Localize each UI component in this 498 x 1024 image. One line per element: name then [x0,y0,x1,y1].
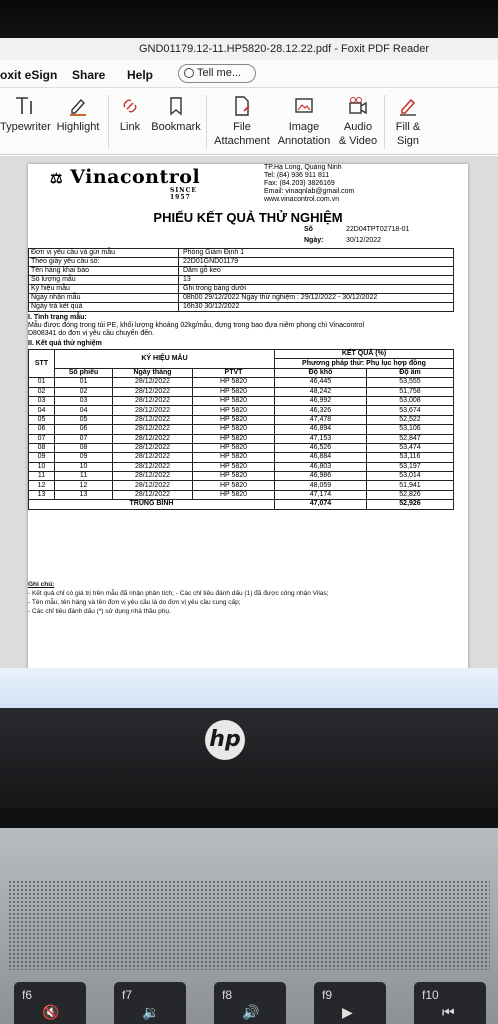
table-cell: 51,758 [367,387,454,396]
table-cell: HP 5820 [193,490,275,499]
col-dokho: Độ khô [275,368,367,377]
info-value: 13 [179,276,454,285]
results-heading: II. Kết quả thử nghiệm [28,340,102,347]
info-row [29,249,454,258]
file-attachment-label-1: File [233,121,251,133]
info-value: Phòng Giám Định 1 [179,249,454,258]
fill-sign-button[interactable] [388,89,428,155]
table-row [29,453,454,462]
table-cell: 53,474 [367,443,454,452]
table-cell: HP 5820 [193,481,275,490]
info-row [29,303,454,312]
info-label: Số lượng mẫu [29,276,179,285]
table-cell: 52,847 [367,434,454,443]
table-cell: HP 5820 [193,378,275,387]
company-since: SINCE 1957 [170,187,197,201]
table-cell: 53,106 [367,425,454,434]
image-annotation-label-2: Annotation [277,135,331,147]
table-cell: 11 [55,472,113,481]
note-2: - Tên mẫu, tên hàng và tên đơn vị yêu cầu là do đơn vị yêu cầu cung cấp; [28,599,241,606]
table-cell: 13 [29,490,55,499]
tel-line: Tel: (84) 936 911 811 [264,172,330,179]
info-row [29,294,454,303]
results-table [28,349,454,510]
table-cell: 09 [29,453,55,462]
table-cell: 02 [55,387,113,396]
info-row [29,258,454,267]
report-number-label: Số [304,226,313,233]
table-cell: 48,059 [275,481,367,490]
table-cell: 51,941 [367,481,454,490]
col-method: Phương pháp thử: Phụ lục hợp đồng [275,359,454,368]
taskbar [0,668,498,708]
table-cell: 02 [29,387,55,396]
notes-title: Ghi chú: [28,581,55,588]
table-cell: 47,174 [275,490,367,499]
speaker-mute-icon: 🔇 [42,1004,60,1020]
table-cell: 06 [29,425,55,434]
table-cell: HP 5820 [193,396,275,405]
key-f10-label: f10 [422,988,439,1002]
menu-help[interactable]: Help [127,68,154,82]
average-doam: 52,926 [367,500,454,509]
typewriter-label: Typewriter [0,121,51,133]
table-cell: 52,826 [367,490,454,499]
table-cell: 46,526 [275,443,367,452]
table-cell: 28/12/2022 [113,387,193,396]
col-stt: STT [29,350,55,378]
table-row [29,462,454,471]
table-cell: HP 5820 [193,387,275,396]
table-cell: 13 [55,490,113,499]
info-value: 22D01GND01179 [179,258,454,267]
key-f6[interactable] [14,982,86,1024]
table-cell: 11 [29,472,55,481]
speaker-grille [8,880,490,970]
table-cell: 28/12/2022 [113,462,193,471]
table-cell: 53,674 [367,406,454,415]
table-row [29,443,454,452]
info-label: Ngày nhận mẫu [29,294,179,303]
table-row [29,387,454,396]
report-number: 22D04TPT02718-01 [346,226,410,233]
table-cell: 28/12/2022 [113,396,193,405]
table-cell: 28/12/2022 [113,481,193,490]
bookmark-label: Bookmark [151,121,201,133]
table-row [29,425,454,434]
info-value: 16h30 30/12/2022 [179,303,454,312]
table-row [29,396,454,405]
email-line: Email: vinaqnlab@gmail.com [264,188,355,195]
table-cell: 28/12/2022 [113,472,193,481]
table-cell: 10 [29,462,55,471]
info-value: Dăm gỗ keo [179,267,454,276]
table-cell: 28/12/2022 [113,490,193,499]
table-cell: 01 [29,378,55,387]
table-cell: HP 5820 [193,415,275,424]
col-ketqua: KẾT QUẢ (%) [275,350,454,359]
info-value: 08h00 29/12/2022 Ngày thử nghiệm : 29/12/2022 - 30/12/2022 [179,294,454,303]
table-cell: 05 [29,415,55,424]
table-cell: 03 [29,396,55,405]
file-attachment-label-2: Attachment [214,135,270,147]
note-3: - Các chỉ tiêu đánh dấu (*) sử dụng nhà thầu phụ. [28,608,171,615]
audio-video-icon [347,95,369,117]
table-cell: 08 [29,443,55,452]
table-row [29,406,454,415]
table-cell: 12 [29,481,55,490]
audio-video-button[interactable] [336,89,380,155]
table-cell: 10 [55,462,113,471]
file-attachment-icon [231,95,253,117]
table-cell: HP 5820 [193,425,275,434]
table-cell: HP 5820 [193,434,275,443]
prev-track-icon: ⏮ [442,1004,455,1020]
link-icon [119,95,141,117]
info-row [29,267,454,276]
fill-sign-icon [397,95,419,117]
audio-video-label-1: Audio [343,121,373,133]
sample-state-line-1: Mẫu được đóng trong túi PE, khối lượng khoảng 02kg/mẫu, đựng trong bao đựa niêm phong chì Vinacontrol [28,322,365,329]
pdf-page [28,164,468,684]
table-cell: 07 [29,434,55,443]
laptop-hinge [0,808,498,828]
window-title-bar [0,38,498,60]
table-cell: 06 [55,425,113,434]
table-cell: 03 [55,396,113,405]
company-name: Vinacontrol [70,166,201,188]
table-cell: 46,894 [275,425,367,434]
highlight-icon [67,95,89,117]
screen [0,38,498,708]
volume-down-icon: 🔉 [142,1004,160,1020]
table-cell: 46,445 [275,378,367,387]
menu-bar [0,60,498,88]
report-date-label: Ngày: [304,237,324,244]
key-f8-label: f8 [222,988,233,1002]
image-annotation-icon [293,95,315,117]
key-f9-label: f9 [322,988,333,1002]
note-1: - Kết quả chỉ có giá trị trên mẫu đã nhận phân tích; - Các chỉ tiêu đánh dấu (1) đã được công nhận Vilas; [28,590,329,597]
file-attachment-button[interactable] [212,89,272,155]
table-row [29,472,454,481]
table-cell: 07 [55,434,113,443]
table-cell: 28/12/2022 [113,425,193,434]
table-cell: HP 5820 [193,406,275,415]
table-cell: 46,884 [275,453,367,462]
info-value: Ghi trong bảng dưới [179,285,454,294]
table-cell: 01 [55,378,113,387]
fill-sign-label-1: Fill & [395,121,421,133]
vinacontrol-logo-icon: ⚖ [50,171,64,187]
table-cell: 47,478 [275,415,367,424]
sample-info-table [28,248,454,312]
table-cell: 09 [55,453,113,462]
table-cell: 48,242 [275,387,367,396]
table-cell: 46,803 [275,462,367,471]
table-cell: 53,116 [367,453,454,462]
sample-state-heading: I. Tình trạng mẫu: [28,314,87,321]
key-f6-label: f6 [22,988,33,1002]
highlight-label: Highlight [56,121,100,133]
table-cell: HP 5820 [193,443,275,452]
info-label: Ngày trả kết quả [29,303,179,312]
table-row [29,415,454,424]
table-cell: 46,326 [275,406,367,415]
ribbon-divider [108,95,109,149]
average-dokho: 47,074 [275,500,367,509]
typewriter-button[interactable] [0,89,51,155]
col-kyhieu: KÝ HIỆU MẪU [55,350,275,369]
table-cell: HP 5820 [193,462,275,471]
tell-me-label: Tell me... [197,67,242,79]
screen-bezel-top [0,0,498,38]
play-icon: ▶ [342,1004,353,1020]
fax-line: Fax: (84.203) 3826169 [264,180,335,187]
info-label: Ký hiệu mẫu [29,285,179,294]
bookmark-icon [165,95,187,117]
key-f7[interactable] [114,982,186,1024]
table-cell: 28/12/2022 [113,406,193,415]
report-date: 30/12/2022 [346,237,382,244]
table-cell: 53,555 [367,378,454,387]
info-row [29,285,454,294]
tell-me-search[interactable] [178,64,256,83]
col-sophieu: Số phiếu [55,368,113,377]
key-f8[interactable] [214,982,286,1024]
info-row [29,276,454,285]
table-cell: 46,986 [275,472,367,481]
table-cell: 53,014 [367,472,454,481]
key-f10[interactable] [414,982,486,1024]
report-title: PHIẾU KẾT QUẢ THỬ NGHIỆM [153,210,343,225]
address-line: TP.Hạ Long, Quảng Ninh [264,164,342,171]
table-cell: HP 5820 [193,472,275,481]
lightbulb-icon [184,68,194,78]
table-row [29,378,454,387]
col-doam: Độ ẩm [367,368,454,377]
table-cell: 04 [55,406,113,415]
average-label: TRUNG BÌNH [29,500,275,509]
col-ptvt: PTVT [193,368,275,377]
image-annotation-label-1: Image [288,121,320,133]
table-cell: 53,197 [367,462,454,471]
info-label: Đơn vị yêu cầu và gửi mẫu [29,249,179,258]
window-title: GND01179.12-11.HP5820-28.12.22.pdf - Foxit PDF Reader [138,43,430,55]
table-cell: 28/12/2022 [113,415,193,424]
table-cell: 46,992 [275,396,367,405]
table-cell: 53,008 [367,396,454,405]
table-cell: 05 [55,415,113,424]
average-row [29,500,454,509]
screen-bezel-bottom [0,708,498,808]
image-annotation-button[interactable] [276,89,332,155]
bookmark-button[interactable] [150,89,202,155]
table-cell: 52,522 [367,415,454,424]
table-cell: 47,153 [275,434,367,443]
fill-sign-label-2: Sign [396,135,420,147]
table-cell: 08 [55,443,113,452]
sample-state-line-2: D808341 do đơn vị yêu cầu chuyển đến. [28,330,155,337]
table-cell: 28/12/2022 [113,434,193,443]
menu-esign[interactable]: oxit eSign [0,68,58,82]
audio-video-label-2: & Video [338,135,378,147]
ribbon-toolbar [0,89,498,155]
volume-up-icon: 🔊 [242,1004,260,1020]
table-row [29,490,454,499]
info-label: Tên hàng khai báo [29,267,179,276]
table-cell: 04 [29,406,55,415]
info-label: Theo giấy yêu cầu số: [29,258,179,267]
highlight-button[interactable] [54,89,102,155]
typewriter-icon [13,95,35,117]
website-line: www.vinacontrol.com.vn [264,196,340,203]
company-logo [50,166,201,201]
hp-logo: hp [205,720,245,760]
col-ngaythang: Ngày tháng [113,368,193,377]
key-f7-label: f7 [122,988,133,1002]
ribbon-divider [384,95,385,149]
table-cell: 28/12/2022 [113,378,193,387]
link-button[interactable] [114,89,146,155]
key-f9[interactable] [314,982,386,1024]
menu-share[interactable]: Share [72,68,106,82]
table-cell: HP 5820 [193,453,275,462]
link-label: Link [119,121,141,133]
table-cell: 12 [55,481,113,490]
ribbon-divider [206,95,207,149]
table-row [29,434,454,443]
document-viewport[interactable] [0,156,498,668]
table-cell: 28/12/2022 [113,453,193,462]
table-cell: 28/12/2022 [113,443,193,452]
table-row [29,481,454,490]
